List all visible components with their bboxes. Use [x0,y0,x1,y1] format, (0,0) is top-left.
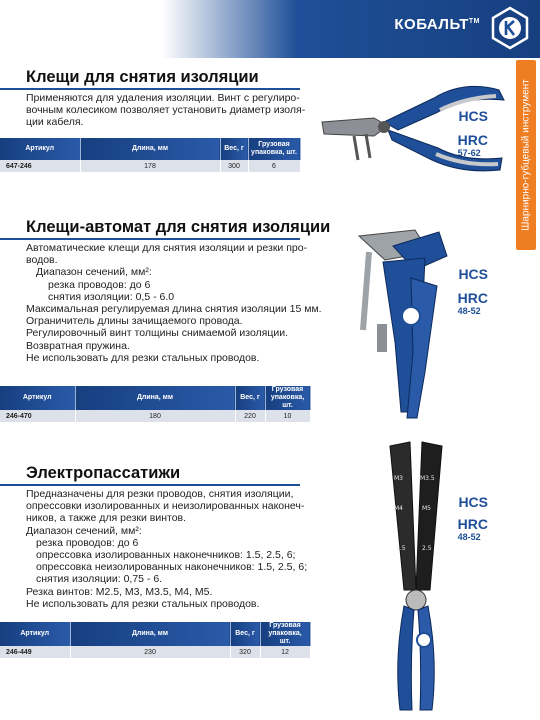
svg-text:M3: M3 [394,475,403,482]
product-title-1: Клещи для снятия изоляции [26,68,259,86]
spec-table-3: Артикул Длина, мм Вес, г Грузовая упаковка, шт. 246-449 230 320 12 [0,622,311,658]
svg-text:2.5: 2.5 [422,545,432,552]
stripper-pliers-image [314,70,510,182]
header-band [0,0,540,58]
product-description-1: Применяются для удаления изоляции. Винт с регулиро- вочным колесиком позволяет установить диаметр изоля- ции кабеля. [26,92,306,129]
svg-text:M4: M4 [394,505,403,512]
electrician-pliers-image [376,440,456,714]
svg-text:1.5: 1.5 [396,545,406,552]
hcs-label-3: HCS [458,494,488,510]
table-row: 246-470 180 220 10 [0,410,310,422]
brand-name: КОБАЛЬТ™ [394,16,480,33]
table-row: 246-449 230 320 12 [0,646,310,658]
svg-text:M3.5: M3.5 [420,475,435,482]
product-title-3: Электропассатижи [26,464,181,482]
hrc-label-3: HRC 48-52 [457,516,488,542]
hcs-label-2: HCS [458,266,488,282]
hrc-label-1: HRC 57-62 [457,132,488,158]
category-side-tab: Шарнирно-губцевый инструмент [516,60,536,250]
hrc-label-2: HRC 48-52 [457,290,488,316]
title-rule-3 [0,484,300,486]
hcs-label-1: HCS [458,108,488,124]
svg-text:M5: M5 [422,505,431,512]
title-rule-2 [0,238,300,240]
brand-logo-icon [488,6,532,50]
product-title-2: Клещи-автомат для снятия изоляции [26,218,331,236]
spec-table-1: Артикул Длина, мм Вес, г Грузовая упаковка, шт. 647-246 178 300 6 [0,138,301,172]
table-row: 647-246 178 300 6 [0,160,300,172]
spec-table-2: Артикул Длина, мм Вес, г Грузовая упаковка, шт. 246-470 180 220 10 [0,386,311,422]
product-description-3: Предназначены для резки проводов, снятия изоляции, опрессовки изолированных и неизолированных наконеч- ников, а также для резки винтов. Диапазон сечений, мм²: резка проводов: до 6 опрессовка изолированных наконечников: 1.5, 2.5, 6; опрессовка неизолированных наконечников: 1.5, 2.5, 6; снятия изоляции: 0,75 - 6. Резка винтов: М2.5, М3, М3.5, М4, М5. Не использовать для резки стальных проводов. [26,488,308,610]
automatic-stripper-image [355,222,455,428]
product-description-2: Автоматические клещи для снятия изоляции и резки про- водов. Диапазон сечений, мм²: резка проводов: до 6 снятия изоляции: 0,5 - 6.0 Максимальная регулируемая длина снятия изоляции 15 мм. Ограничитель длины зачищаемого провода. Регулировочный винт толщины снимаемой изоляции. Возвратная пружина. Не использовать для резки стальных проводов. [26,242,322,364]
title-rule-1 [0,88,300,90]
